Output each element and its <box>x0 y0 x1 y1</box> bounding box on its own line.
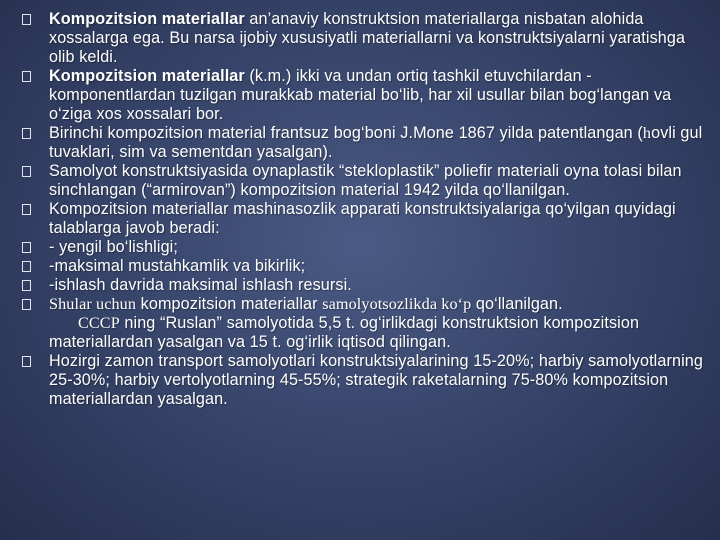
bullet-text-serif: CCCP <box>78 314 120 332</box>
bullet-item <box>20 67 710 124</box>
bullet-item <box>20 352 710 409</box>
bold-term: Kompozitsion materiallar <box>49 67 245 85</box>
bullet-list <box>20 10 710 409</box>
bullet-text: Samolyot konstruktsiyasida oynaplastik “stekloplastik” poliefir materiali oyna tolasi bilan sinchlangan (“armirovan”) kompozitsion material 1942 yilda qo‘llanilgan. <box>49 162 682 199</box>
bullet-item <box>20 276 710 295</box>
bullet-item <box>20 10 710 67</box>
bullet-text: Kompozitsion materiallar mashinasozlik apparati konstruktsiyalariga qo‘yilgan quyidagi talablarga javob beradi: <box>49 200 676 237</box>
square-bullet-icon <box>22 299 31 310</box>
bullet-item <box>20 200 710 238</box>
bold-term: Kompozitsion materiallar <box>49 10 245 28</box>
bullet-text: an’anaviy konstruktsion materiallarga nisbatan alohida xossalarga ega. Bu narsa ijobiy xususiyatli materiallarni va konstruktsiyalarni yaratishga olib keldi. <box>49 10 686 66</box>
square-bullet-icon <box>22 280 31 291</box>
bullet-text: Hozirgi zamon transport samolyotlari konstruktsiyalarining 15-20%; harbiy samolyotlarning 25-30%; harbiy vertolyotlarning 45-55%; strategik raketalarning 75-80% kompozitsion materiallardan yasalgan. <box>49 352 703 408</box>
square-bullet-icon <box>22 71 31 82</box>
square-bullet-icon <box>22 261 31 272</box>
square-bullet-icon <box>22 14 31 25</box>
bullet-text-serif: Shular uchun <box>49 295 137 313</box>
square-bullet-icon <box>22 204 31 215</box>
bullet-text: -maksimal mustahkamlik va bikirlik; <box>49 257 306 275</box>
bullet-text: - yengil bo‘lishligi; <box>49 238 178 256</box>
bullet-item <box>20 238 710 257</box>
bullet-item <box>20 124 710 162</box>
bullet-item <box>20 162 710 200</box>
bullet-text-serif: samolyotsozlikda ko‘p <box>322 295 472 313</box>
square-bullet-icon <box>22 128 31 139</box>
square-bullet-icon <box>22 356 31 367</box>
bullet-text: Birinchi kompozitsion material frantsuz bog‘boni J.Mone 1867 yilda patentlangan ( <box>49 124 643 142</box>
square-bullet-icon <box>22 166 31 177</box>
bullet-text: qo‘llanilgan. <box>471 295 563 313</box>
bullet-text-serif: h <box>642 124 652 142</box>
bullet-text: ning “Ruslan” samolyotida 5,5 t. og‘irlikdagi konstruktsion kompozitsion materiallardan yasalgan va 15 t. og‘irlik iqtisod qilingan. <box>49 314 640 351</box>
bullet-item <box>20 295 710 352</box>
bullet-text: ovli gul tuvaklari, sim va sementdan yasalgan). <box>49 124 703 161</box>
bullet-text: -ishlash davrida maksimal ishlash resursi. <box>49 276 352 294</box>
bullet-text: (k.m.) ikki va undan ortiq tashkil etuvchilardan -komponentlardan tuzilgan murakkab material bo‘lib, har xil usullar bilan bog‘langan va o‘ziga xos xossalari bor. <box>49 67 672 123</box>
bullet-item <box>20 257 710 276</box>
bullet-text: kompozitsion materiallar <box>136 295 323 313</box>
square-bullet-icon <box>22 242 31 253</box>
